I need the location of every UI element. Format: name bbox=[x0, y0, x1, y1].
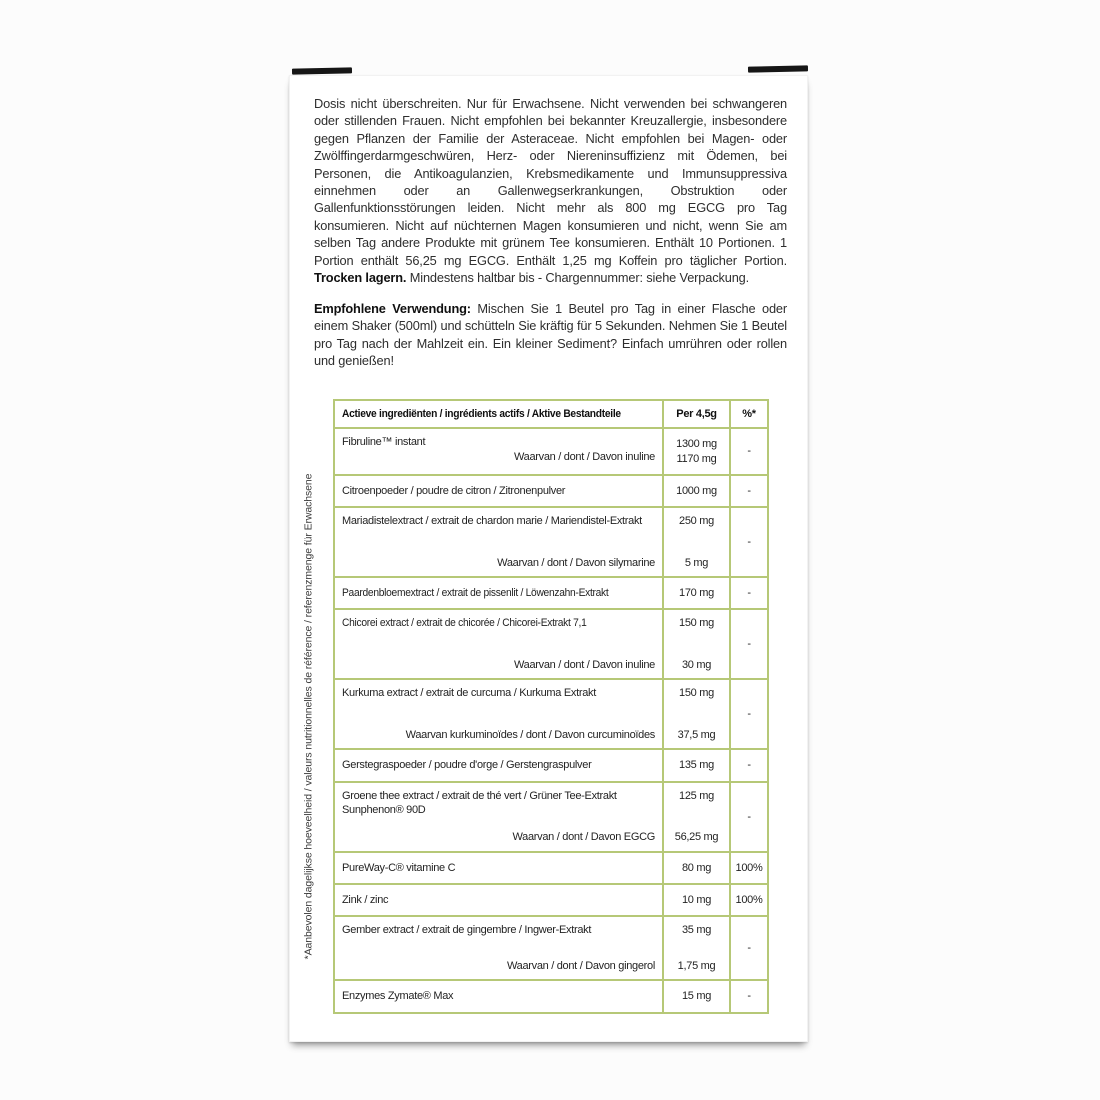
ingredient-name-cell bbox=[335, 750, 662, 780]
ingredient-name: Citroenpoeder / poudre de citron / Zitronenpulver bbox=[342, 484, 566, 497]
ingredient-name: Gerstegraspoeder / poudre d'orge / Gerstengraspulver bbox=[342, 759, 592, 772]
header-percent bbox=[729, 401, 767, 427]
ingredient-percent: - bbox=[747, 536, 751, 549]
ingredient-percent: - bbox=[747, 484, 751, 497]
ingredient-amount: 10 mg bbox=[681, 894, 712, 907]
ingredient-percent-cell bbox=[729, 885, 767, 915]
ingredient-subname: Waarvan / dont / Davon inuline bbox=[513, 659, 655, 672]
ingredient-amount-cell bbox=[662, 783, 729, 851]
ingredient-amount: 150 mg bbox=[679, 687, 714, 700]
ingredient-name: Zink / zinc bbox=[342, 894, 389, 907]
ingredient-amount-cell bbox=[662, 750, 729, 780]
ingredient-amount-cell bbox=[662, 917, 729, 979]
ingredient-amount-cell bbox=[662, 853, 729, 883]
ingredient-subname: Waarvan kurkuminoïdes / dont / Davon curcuminoïdes bbox=[405, 729, 655, 742]
ingredient-percent: - bbox=[747, 587, 751, 600]
table-row-gember bbox=[335, 915, 767, 979]
ingredient-amount: 135 mg bbox=[679, 759, 714, 772]
ingredient-amount: 125 mg bbox=[679, 789, 714, 802]
ingredient-amount: 250 mg bbox=[679, 515, 714, 528]
ingredient-amount-cell bbox=[662, 578, 729, 608]
ingredient-percent: 100% bbox=[735, 894, 763, 907]
ingredient-percent: - bbox=[747, 708, 751, 721]
warnings-paragraph bbox=[314, 95, 787, 286]
ingredient-name-cell bbox=[335, 508, 662, 576]
ingredient-name: Chicorei extract / extrait de chicorée / Chicorei-Extrakt 7,1 bbox=[342, 617, 587, 630]
storage-note: Trocken lagern. bbox=[314, 270, 407, 286]
ingredient-name: Paardenbloemextract / extrait de pissenlit / Löwenzahn-Extrakt bbox=[342, 587, 609, 600]
ingredient-amount-cell bbox=[662, 981, 729, 1011]
batch-note: Mindestens haltbar bis - Chargennummer: siehe Verpackung. bbox=[406, 270, 750, 286]
ingredient-amount: 170 mg bbox=[679, 587, 714, 600]
ingredient-percent: - bbox=[747, 810, 751, 823]
product-label-back-panel bbox=[289, 75, 808, 1042]
ingredient-name: Mariadistelextract / extrait de chardon marie / Mariendistel-Extrakt bbox=[342, 515, 642, 528]
table-row-chicorei bbox=[335, 608, 767, 678]
ingredient-subname: Waarvan / dont / Davon silymarine bbox=[497, 556, 655, 569]
usage-paragraph bbox=[314, 300, 787, 370]
ingredient-percent-cell bbox=[729, 917, 767, 979]
warnings-text: Dosis nicht überschreiten. Nur für Erwachsene. Nicht verwenden bei schwangeren oder stillenden Frauen. Nicht empfohlen bei bekannter Kreuzallergie, insbesondere gegen Pflanzen der Familie der Asteraceae. Nicht empfohlen bei Magen- oder Zwölffingerdarmgeschwüren, Herz- oder Niereninsuffizienz mit Ödemen, bei Personen, die Antikoagulanzien, Krebsmedikamente und Immunsuppressiva einnehmen oder an Gallenwegserkrankungen, Obstruktion oder Gallenfunktionsstörungen leiden. Nicht mehr als 800 mg EGCG pro Tag konsumieren. Nicht auf nüchternen Magen konsumieren und nicht, wenn Sie am selben Tag andere Produkte mit grünem Tee konsumieren. Enthält 10 Portionen. 1 Portion enthält 56,25 mg EGCG. Enthält 1,25 mg Koffein pro täglicher Portion. bbox=[314, 96, 787, 268]
ingredient-amount: 80 mg bbox=[681, 861, 712, 874]
ingredient-percent-cell bbox=[729, 750, 767, 780]
table-row-kurkuma bbox=[335, 678, 767, 748]
ingredient-percent-cell bbox=[729, 429, 767, 474]
ingredient-percent: - bbox=[747, 638, 751, 651]
ingredient-percent-cell bbox=[729, 476, 767, 506]
ingredient-subname: Waarvan / dont / Davon EGCG bbox=[512, 831, 655, 844]
ingredient-subamount: 37,5 mg bbox=[677, 729, 716, 742]
table-row-pureway-c bbox=[335, 851, 767, 883]
ingredient-name: PureWay-C® vitamine C bbox=[342, 861, 456, 874]
ingredient-name-cell bbox=[335, 429, 662, 474]
table-row-enzymes bbox=[335, 979, 767, 1011]
ingredient-percent: - bbox=[747, 942, 751, 955]
table-row-gerstegras bbox=[335, 748, 767, 780]
ingredient-percent-cell bbox=[729, 610, 767, 678]
ingredient-subamount: 1170 mg bbox=[676, 452, 717, 465]
ingredient-amount-cell bbox=[662, 429, 729, 474]
box-fold-mark-right bbox=[748, 65, 808, 72]
usage-lead: Empfohlene Verwendung: bbox=[314, 301, 471, 316]
ingredient-subamount: 56,25 mg bbox=[674, 831, 719, 844]
ingredient-subamount: 30 mg bbox=[681, 659, 712, 672]
ingredient-name: Groene thee extract / extrait de thé vert / Grüner Tee-Extrakt Sunphenon® 90D bbox=[342, 789, 617, 817]
header-ingredients bbox=[335, 401, 662, 427]
table-row-citroenpoeder bbox=[335, 474, 767, 506]
ingredient-percent-cell bbox=[729, 680, 767, 748]
ingredient-name-cell bbox=[335, 885, 662, 915]
header-per-serving bbox=[662, 401, 729, 427]
table-row-paardenbloem bbox=[335, 576, 767, 608]
ingredient-name-cell bbox=[335, 610, 662, 678]
ingredient-percent: - bbox=[747, 990, 751, 1003]
ingredient-name: Gember extract / extrait de gingembre / Ingwer-Extrakt bbox=[342, 924, 592, 937]
ingredient-percent-cell bbox=[729, 853, 767, 883]
active-ingredients-table bbox=[333, 399, 769, 1014]
ingredient-amount-cell bbox=[662, 680, 729, 748]
ingredient-amount: 35 mg bbox=[681, 924, 712, 937]
ingredient-percent-cell bbox=[729, 508, 767, 576]
ingredient-amount-cell bbox=[662, 885, 729, 915]
ingredient-subamount: 5 mg bbox=[684, 556, 709, 569]
ingredient-name: Kurkuma extract / extrait de curcuma / Kurkuma Extrakt bbox=[342, 687, 597, 700]
ingredient-name-cell bbox=[335, 578, 662, 608]
table-row-groene-thee bbox=[335, 781, 767, 851]
table-row-mariadistel bbox=[335, 506, 767, 576]
ingredient-amount: 15 mg bbox=[681, 990, 712, 1003]
ingredient-amount: 1000 mg bbox=[676, 484, 717, 497]
ingredient-amount: 1300 mg bbox=[676, 438, 717, 451]
ingredient-name: Fibruline™ instant bbox=[342, 436, 426, 449]
ingredient-percent-cell bbox=[729, 578, 767, 608]
ingredient-percent: - bbox=[747, 445, 751, 458]
ingredient-name-cell bbox=[335, 853, 662, 883]
ingredient-amount: 150 mg bbox=[679, 617, 714, 630]
ingredient-name-cell bbox=[335, 680, 662, 748]
ingredient-subname: Waarvan / dont / Davon inuline bbox=[513, 450, 655, 463]
ingredient-name-cell bbox=[335, 917, 662, 979]
ingredient-amount-cell bbox=[662, 476, 729, 506]
ingredient-subname: Waarvan / dont / Davon gingerol bbox=[506, 960, 655, 973]
ingredient-name: Enzymes Zymate® Max bbox=[342, 990, 454, 1003]
ingredient-amount-cell bbox=[662, 610, 729, 678]
ingredient-percent-cell bbox=[729, 783, 767, 851]
ingredient-percent-cell bbox=[729, 981, 767, 1011]
ingredient-name-cell bbox=[335, 981, 662, 1011]
box-fold-mark-left bbox=[292, 67, 352, 74]
usage-text: Mischen Sie 1 Beutel pro Tag in einer Flasche oder einem Shaker (500ml) und schütteln Sie kräftig für 5 Sekunden. Nehmen Sie 1 Beutel pro Tag nach der Mahlzeit ein. Ein kleiner Sediment? Einfach umrühren oder rollen und genießen! bbox=[314, 301, 787, 369]
reference-intake-footnote: *Aanbevolen dagelijkse hoeveelheid / valeurs nutritionnelles de référence / referenzmenge für Erwachsene bbox=[302, 473, 315, 960]
table-row-fibruline bbox=[335, 427, 767, 474]
ingredient-amount-cell bbox=[662, 508, 729, 576]
ingredient-name-cell bbox=[335, 783, 662, 851]
ingredient-subamount: 1,75 mg bbox=[677, 960, 716, 973]
table-row-zink bbox=[335, 883, 767, 915]
header-per-serving-label: Per 4,5g bbox=[676, 408, 717, 420]
ingredient-name-cell bbox=[335, 476, 662, 506]
header-ingredients-label: Actieve ingrediënten / ingrédients actifs / Aktive Bestandteile bbox=[342, 408, 621, 420]
table-header-row bbox=[335, 401, 767, 427]
ingredient-percent: - bbox=[747, 759, 751, 772]
header-percent-label: %* bbox=[742, 408, 756, 420]
ingredient-percent: 100% bbox=[735, 861, 763, 874]
